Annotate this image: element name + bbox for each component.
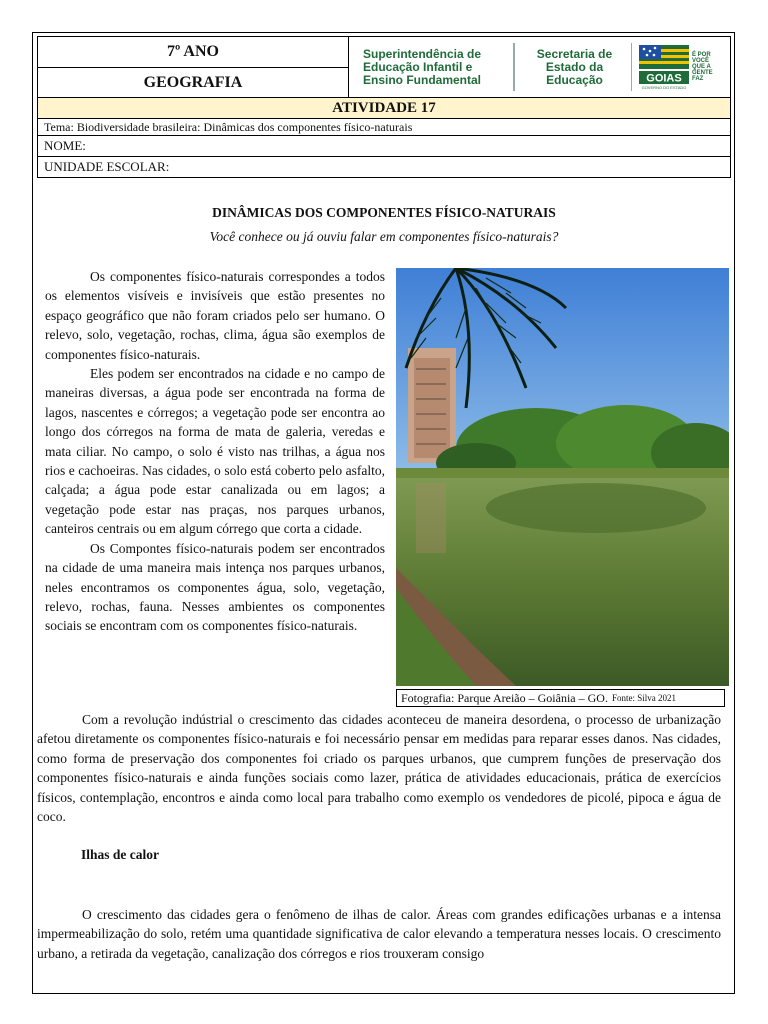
caption-source: Fonte: Silva 2021 bbox=[611, 693, 676, 703]
photo-caption bbox=[396, 689, 725, 707]
header-table bbox=[37, 36, 731, 178]
logo-divider bbox=[513, 43, 515, 91]
slogan-line-3: QUE A bbox=[692, 64, 711, 70]
paragraph: Com a revolução indústrial o crescimento das cidades aconteceu de maneira desordena, o processo de urbanização afetou diretamente os componentes físico-naturais e foi necessário pensar em medidas para reparar esses danos. Nas cidades, como forma de preservação dos componentes foi criado os parques urbanos, que cumprem funções de preservação dos componentes físico-naturais e ainda funções sociais como lazer, prática de atividades educacionais, prática de exercícios físicos, contemplação, encontros e ainda como local para trabalho como exemplo os vendedores de picolé, pipoca e água de coco. bbox=[37, 712, 721, 825]
paragraph: Os componentes físico-naturais correspondes a todos os elementos visíveis e invisíveis que estão presentes no espaço geográfico que não foram criados pelo ser humano. O relevo, solo, vegetação, rochas, clima, água são exemplos de componentes físico-naturais. bbox=[45, 269, 385, 362]
caption-text: Fotografia: Parque Areião – Goiânia – GO. bbox=[401, 690, 608, 705]
sup-line-1: Superintendência de bbox=[363, 46, 482, 61]
slogan-line-1: É POR bbox=[692, 52, 711, 58]
goias-flag-icon bbox=[638, 44, 690, 90]
sec-line-3: Educação bbox=[546, 72, 603, 87]
intro-column bbox=[45, 267, 385, 636]
sup-line-3: Ensino Fundamental bbox=[363, 72, 482, 87]
paragraph: Os Compontes físico-naturais podem ser encontrados na cidade de uma maneira mais intença nos parques urbanos, neles encontramos os componentes água, solo, vegetação, relevo, rochas, fauna. Nesses ambientes os componentes sociais se encontram com os componentes físico-naturais. bbox=[45, 540, 385, 634]
slogan-line-5: FAZ bbox=[692, 76, 704, 82]
goias-slogan bbox=[692, 52, 714, 82]
secretaria-logo bbox=[525, 48, 625, 87]
sup-line-2: Educação Infantil e bbox=[363, 59, 473, 74]
header-logos bbox=[349, 37, 730, 97]
header-top-row bbox=[38, 37, 730, 98]
park-photo bbox=[396, 268, 729, 686]
paragraph: O crescimento das cidades gera o fenômeno de ilhas de calor. Áreas com grandes edificações urbanas e a intensa impermeabilização do solo, retém uma quantidade significativa de calor elevando a temperatura nesses locais. O crescimento urbano, a retirada da vegetação, canalização dos córregos e rios trouxeram consigo bbox=[37, 907, 721, 961]
sec-line-1: Secretaria de bbox=[536, 46, 613, 61]
goias-logo-sub: GOVERNO DO ESTADO bbox=[641, 85, 687, 90]
slogan-line-4: GENTE bbox=[692, 70, 713, 76]
tema-row: Tema: Biodiversidade brasileira: Dinâmicas dos componentes físico-naturais bbox=[38, 119, 730, 136]
header-left-cell bbox=[38, 37, 349, 97]
nome-field[interactable]: NOME: bbox=[38, 136, 730, 157]
body-paragraph-1-block bbox=[37, 710, 721, 826]
unidade-escolar-field[interactable]: UNIDADE ESCOLAR: bbox=[44, 159, 170, 174]
subject-label: GEOGRAFIA bbox=[143, 73, 243, 91]
section-heading: Ilhas de calor bbox=[81, 847, 160, 862]
goias-logo bbox=[638, 44, 714, 90]
activity-title: ATIVIDADE 17 bbox=[38, 98, 730, 119]
goias-logo-text: GOIAS bbox=[646, 72, 682, 85]
logo-divider-2 bbox=[631, 43, 633, 91]
paragraph: Eles podem ser encontrados na cidade e no campo de maneiras diversas, a água pode ser encontrada na forma de lagos, nascentes e córregos; a vegetação pode ser encontra ao longo dos córregos na forma de mata de galeria, veredas e mata ciliar. No campo, o solo é visto nas trilhas, a água nos rios e cachoeiras. Nas cidades, o solo está coberto pelo asfalto, calçada; a água pode estar canalizada ou em lagos; a vegetação pode estar nas praças, nos parques urbanos, canteiros centrais ou em algum córrego que corta a cidade. bbox=[45, 366, 385, 537]
document-title: DINÂMICAS DOS COMPONENTES FÍSICO-NATURAIS bbox=[212, 205, 556, 220]
grade-label: 7º ANO bbox=[38, 37, 348, 68]
sec-line-2: Estado da bbox=[545, 59, 604, 74]
superintendencia-logo bbox=[363, 48, 503, 87]
body-paragraph-2-block bbox=[37, 905, 721, 963]
document-subtitle: Você conhece ou já ouviu falar em componentes físico-naturais? bbox=[209, 229, 559, 244]
slogan-line-2: VOCÊ bbox=[692, 58, 710, 64]
